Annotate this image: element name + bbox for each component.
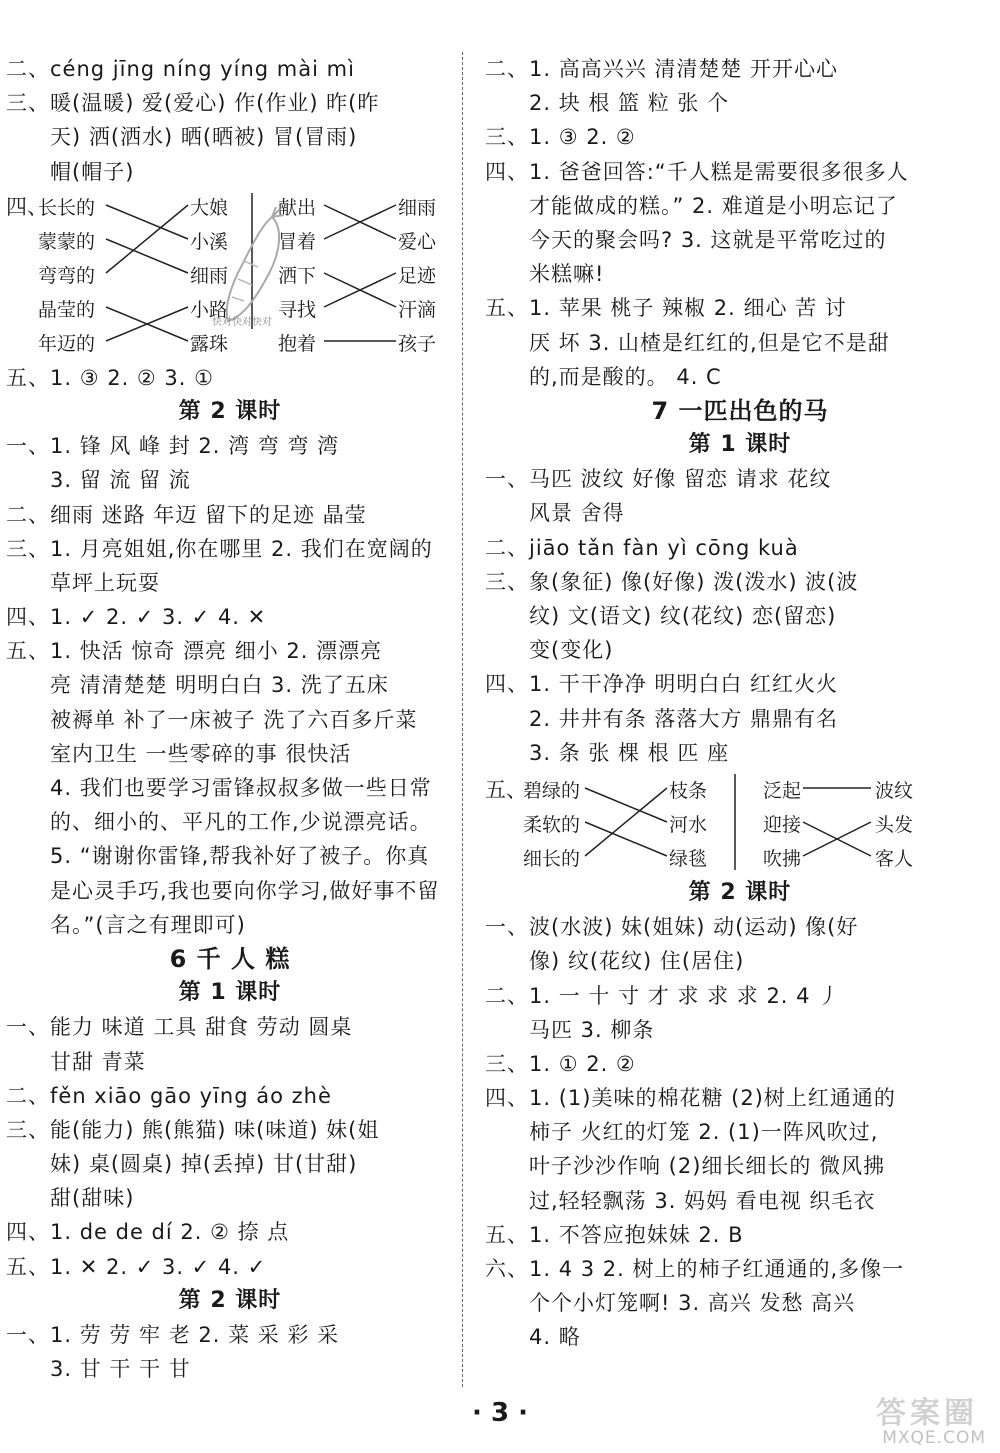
match-verb-word: 吹拂	[763, 847, 802, 870]
match-noun-word: 客人	[875, 847, 914, 870]
answer-line: 5. “谢谢你雷锋,帮我补好了被子。你真	[50, 844, 430, 869]
answer-line: 四、1. 爸爸回答:“千人糕是需要很多很多人	[485, 159, 909, 184]
unit-title: 7 一匹出色的马	[651, 396, 829, 425]
answer-line: 三、能(能力) 熊(熊猫) 味(味道) 妹(姐	[6, 1117, 380, 1142]
answer-line: 三、1. 月亮姐姐,你在哪里 2. 我们在宽阔的	[6, 536, 433, 561]
watermark-logo-text: 答案圈	[876, 1396, 978, 1431]
answer-line: 甘甜 青菜	[50, 1049, 146, 1074]
answer-line: 4. 我们也要学习雷锋叔叔多做一些日常	[50, 776, 432, 800]
answer-line: 三、象(象征) 像(好像) 泼(泼水) 波(波	[485, 569, 859, 594]
answer-line: 二、1. 一 十 寸 才 求 求 求 2. 4 丿	[485, 983, 841, 1008]
answer-line: 四、1. de de dí 2. ② 捺 点	[6, 1220, 290, 1245]
lesson-heading: 第 1 课时	[688, 432, 792, 458]
answer-line: 3. 留 流 留 流	[50, 468, 191, 493]
lesson-heading: 第 2 课时	[178, 1287, 282, 1313]
answer-line: 米糕嘛!	[529, 262, 605, 287]
match-verb-word: 泛起	[763, 779, 802, 802]
answer-line: 的、细小的、平凡的工作,少说漂亮话。	[50, 810, 432, 835]
answer-line: 名。”(言之有理即可)	[50, 912, 246, 937]
match-verb-word: 冒着	[278, 230, 317, 253]
answer-line: 马匹 3. 柳条	[529, 1017, 655, 1042]
match-noun-word: 细雨	[398, 196, 437, 219]
answer-line: 柿子 火红的灯笼 2. (1)一阵风吹过,	[529, 1120, 879, 1145]
match-left-word: 碧绿的	[523, 779, 581, 802]
answer-line: 二、fěn xiāo gāo yīng áo zhè	[6, 1083, 332, 1108]
answer-line: 三、暖(温暖) 爱(爱心) 作(作业) 昨(昨	[6, 91, 380, 116]
match-noun-word: 足迹	[398, 264, 437, 287]
answer-line: 一、1. 劳 劳 牢 老 2. 菜 采 彩 采	[6, 1323, 340, 1347]
match-noun-word: 汗滴	[398, 298, 437, 321]
answer-line: 五、1. ③ 2. ② 3. ①	[6, 365, 214, 390]
answer-line: 三、1. ③ 2. ②	[485, 125, 636, 150]
match-mid-word: 绿毯	[669, 847, 708, 870]
answer-line: 四、1. (1)美味的棉花糖 (2)树上红通通的	[485, 1086, 896, 1111]
match-left-word: 年迈的	[38, 332, 96, 355]
answer-line: 二、céng jīng níng yíng mài mì	[6, 57, 355, 81]
answer-line: 一、1. 锋 风 峰 封 2. 湾 弯 弯 湾	[6, 434, 340, 459]
answer-line: 叶子沙沙作响 (2)细长细长的 微风拂	[529, 1154, 886, 1179]
right-column	[485, 52, 995, 1355]
answer-line: 草坪上玩耍	[50, 570, 160, 595]
match-verb-word: 洒下	[278, 264, 317, 287]
answer-line: 妹) 桌(圆桌) 掉(丢掉) 甘(甘甜)	[50, 1152, 358, 1177]
answer-line: 2. 块 根 篮 粒 张 个	[529, 91, 730, 116]
match-mid-word: 小路	[190, 298, 229, 321]
match-left-word: 柔软的	[523, 813, 581, 836]
answer-line: 甜(甜味)	[50, 1186, 135, 1211]
question-prefix: 四、	[6, 194, 48, 219]
unit-title: 6 千 人 糕	[169, 944, 291, 973]
answer-line: 3. 甘 干 干 甘	[50, 1357, 191, 1382]
left-column	[6, 52, 454, 1386]
answer-line: 的,而是酸的。 4. C	[529, 364, 722, 389]
match-noun-word: 孩子	[398, 332, 437, 355]
answer-line: 四、1. 干干净净 明明白白 红红火火	[485, 672, 839, 697]
matching-exercise-5	[485, 770, 995, 876]
match-mid-word: 大娘	[190, 196, 229, 219]
watermark-url: MXQE.COM	[882, 1428, 986, 1448]
match-left-word: 细长的	[523, 847, 581, 870]
match-left-word: 弯弯的	[38, 264, 96, 287]
match-verb-word: 献出	[278, 196, 317, 219]
answer-line: 帽(帽子)	[50, 159, 135, 184]
answer-line: 纹) 文(语文) 纹(花纹) 恋(留恋)	[529, 604, 837, 628]
stamp-text: 快对快对快对	[212, 316, 272, 328]
lesson-heading: 第 1 课时	[178, 980, 282, 1006]
answer-line: 五、1. ✕ 2. ✓ 3. ✓ 4. ✓	[6, 1254, 267, 1279]
match-mid-word: 小溪	[190, 230, 229, 253]
answer-line: 4. 略	[529, 1325, 581, 1350]
answer-line: 六、1. 4 3 2. 树上的柿子红通通的,多像一	[485, 1257, 905, 1281]
answer-line: 才能做成的糕。” 2. 难道是小明忘记了	[529, 193, 898, 218]
answer-line: 室内卫生 一些零碎的事 很快活	[50, 741, 352, 766]
answer-line: 二、细雨 迷路 年迈 留下的足迹 晶莹	[6, 502, 367, 527]
answer-line: 个个小灯笼啊! 3. 高兴 发愁 高兴	[529, 1291, 856, 1316]
question-prefix: 五、	[485, 777, 527, 802]
answer-line: 厌 坏 3. 山楂是红红的,但是它不是甜	[529, 330, 890, 355]
answer-line: 四、1. ✓ 2. ✓ 3. ✓ 4. ✕	[6, 605, 267, 630]
carrot-watermark-icon	[214, 209, 294, 329]
answer-line: 像) 纹(花纹) 住(居住)	[529, 949, 745, 974]
matching-exercise-4	[6, 189, 454, 361]
match-noun-word: 爱心	[398, 230, 437, 253]
answer-line: 亮 清清楚楚 明明白白 3. 洗了五床	[50, 673, 389, 698]
answer-line: 2. 井井有条 落落大方 鼎鼎有名	[529, 706, 839, 731]
lesson-heading: 第 2 课时	[688, 879, 792, 905]
answer-line: 五、1. 快活 惊奇 漂亮 细小 2. 漂漂亮	[6, 639, 383, 664]
match-mid-word: 枝条	[669, 779, 708, 802]
page-number: · 3 ·	[472, 1398, 528, 1428]
answer-line: 二、jiāo tǎn fàn yì cōng kuà	[485, 535, 799, 560]
answer-line: 一、能力 味道 工具 甜食 劳动 圆桌	[6, 1015, 353, 1040]
answer-line: 五、1. 不答应抱妹妹 2. B	[485, 1222, 744, 1247]
answer-line: 是心灵手巧,我也要向你学习,做好事不留	[50, 878, 440, 903]
answer-line: 一、马匹 波纹 好像 留恋 请求 花纹	[485, 467, 832, 492]
match-verb-word: 抱着	[278, 332, 317, 355]
match-verb-word: 迎接	[763, 813, 802, 836]
answer-line: 3. 条 张 棵 根 匹 座	[529, 740, 730, 765]
match-left-word: 蒙蒙的	[38, 230, 96, 253]
match-left-word: 长长的	[38, 196, 96, 219]
match-mid-word: 河水	[669, 813, 708, 836]
match-noun-word: 头发	[875, 813, 914, 836]
answer-line: 变(变化)	[529, 638, 614, 663]
answer-line: 三、1. ① 2. ②	[485, 1051, 636, 1076]
answer-line: 今天的聚会吗? 3. 这就是平常吃过的	[529, 227, 887, 252]
match-verb-word: 寻找	[278, 298, 317, 321]
column-divider	[462, 52, 463, 1387]
answer-line: 被褥单 补了一床被子 洗了六百多斤菜	[50, 707, 418, 732]
answer-line: 一、波(水波) 妹(姐妹) 动(运动) 像(好	[485, 915, 859, 940]
site-watermark	[816, 1388, 986, 1448]
answer-line: 二、1. 高高兴兴 清清楚楚 开开心心	[485, 57, 839, 81]
match-left-word: 晶莹的	[38, 298, 96, 321]
match-mid-word: 露珠	[190, 332, 229, 355]
answer-line: 天) 洒(洒水) 晒(晒被) 冒(冒雨)	[50, 125, 358, 150]
lesson-heading: 第 2 课时	[178, 398, 282, 424]
answer-line: 风景 舍得	[529, 501, 625, 526]
answer-line: 五、1. 苹果 桃子 辣椒 2. 细心 苦 讨	[485, 296, 847, 321]
match-noun-word: 波纹	[875, 779, 914, 802]
answer-line: 过,轻轻飘荡 3. 妈妈 看电视 织毛衣	[529, 1188, 876, 1213]
match-mid-word: 细雨	[190, 264, 229, 287]
